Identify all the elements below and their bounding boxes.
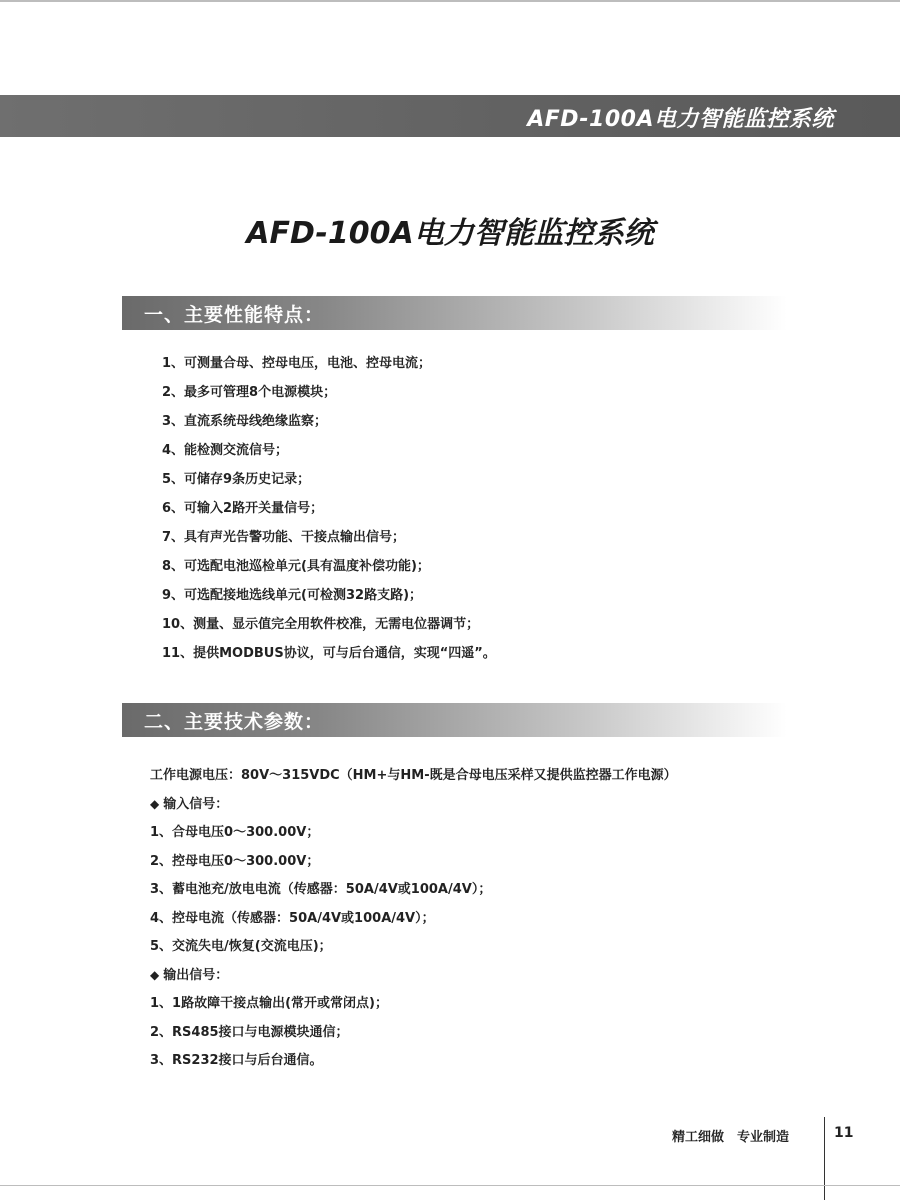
input-item: 5、交流失电/恢复(交流电压)； [150,939,332,954]
power-supply-spec: 工作电源电压：80V～315VDC（HM+与HM-既是合母电压采样又提供监控器工作电源） [150,768,677,783]
section-title-specs: 二、主要技术参数： [144,711,325,733]
header-title: AFD-100A电力智能监控系统 [527,107,834,132]
section-bar-specs [122,703,787,737]
feature-list [162,352,496,671]
feature-item: 10、测量、显示值完全用软件校准，无需电位器调节； [162,617,480,632]
diamond-bullet-icon: ◆ [150,967,160,982]
page-title: AFD-100A电力智能监控系统 [246,216,654,251]
feature-item: 9、可选配接地选线单元(可检测32路支路)； [162,588,423,603]
bottom-rule [0,1185,900,1186]
feature-item: 8、可选配电池巡检单元(具有温度补偿功能)； [162,559,430,574]
output-heading-label: 输出信号： [163,967,229,983]
feature-item: 1、可测量合母、控母电压，电池、控母电流； [162,356,432,371]
input-item: 3、蓄电池充/放电电流（传感器：50A/4V或100A/4V）； [150,882,492,897]
feature-item: 7、具有声光告警功能、干接点输出信号； [162,530,406,545]
feature-item: 4、能检测交流信号； [162,443,289,458]
section-bar-features [122,296,787,330]
footer-slogan: 精工细做 专业制造 [672,1130,790,1145]
spec-list [150,764,677,1078]
input-heading-label: 输入信号： [163,796,229,812]
top-rule [0,0,900,2]
output-item: 1、1路故障干接点输出(常开或常闭点)； [150,996,388,1011]
input-item: 1、合母电压0～300.00V； [150,825,320,840]
input-item: 4、控母电流（传感器：50A/4V或100A/4V）； [150,910,435,926]
feature-item: 3、直流系统母线绝缘监察； [162,414,328,429]
diamond-bullet-icon: ◆ [150,796,160,811]
feature-item: 5、可储存9条历史记录； [162,472,311,487]
output-item: 2、RS485接口与电源模块通信； [150,1024,349,1040]
input-heading [150,793,677,822]
section-title-features: 一、主要性能特点： [144,304,325,326]
header-band [0,95,900,137]
feature-item: 6、可输入2路开关量信号； [162,501,324,516]
footer-divider [824,1117,825,1200]
feature-item: 2、最多可管理8个电源模块； [162,385,337,400]
page-number: 11 [834,1125,854,1141]
output-heading [150,964,677,993]
output-item: 3、RS232接口与后台通信。 [150,1053,323,1068]
feature-item: 11、提供MODBUS协议，可与后台通信，实现“四遥”。 [162,646,496,661]
input-item: 2、控母电压0～300.00V； [150,853,320,869]
